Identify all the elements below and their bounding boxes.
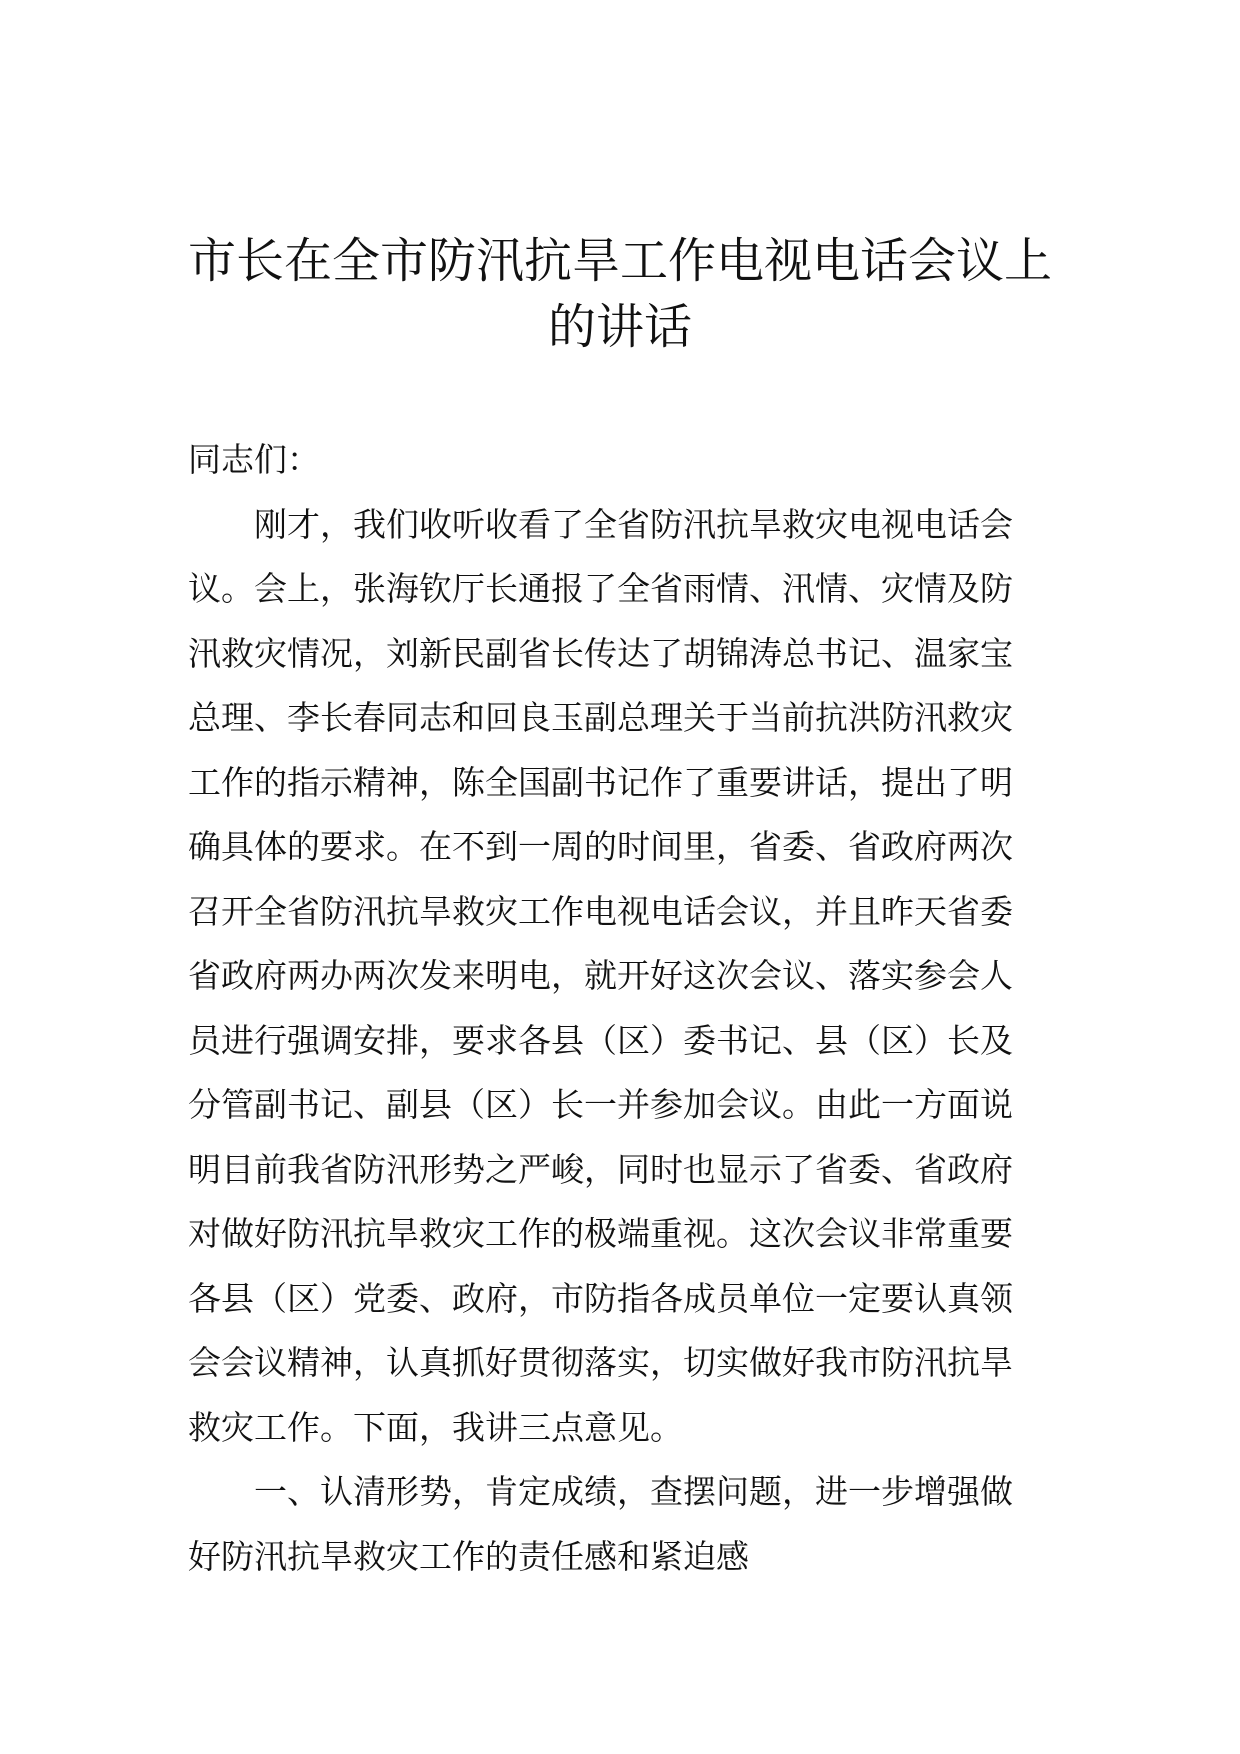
paragraph-line: 省政府两办两次发来明电，就开好这次会议、落实参会人 <box>188 956 1013 995</box>
paragraph-line: 议。会上，张海钦厅长通报了全省雨情、汛情、灾情及防 <box>188 569 1013 608</box>
title-line-1: 市长在全市防汛抗旱工作电视电话会议上 <box>187 233 1052 289</box>
title-line-2: 的讲话 <box>547 299 692 355</box>
paragraph-line: 汛救灾情况，刘新民副省长传达了胡锦涛总书记、温家宝 <box>188 633 1013 673</box>
paragraph-line: 各县（区）党委、政府，市防指各成员单位一定要认真领 <box>188 1278 1013 1318</box>
paragraph-line: 会会议精神，认真抓好贯彻落实，切实做好我市防汛抗旱 <box>188 1343 1013 1382</box>
paragraph-line: 救灾工作。下面，我讲三点意见。 <box>188 1407 683 1447</box>
document-body <box>188 428 1060 1589</box>
document-title <box>150 228 1090 360</box>
salutation: 同志们： <box>188 440 320 479</box>
paragraph-line: 工作的指示精神，陈全国副书记作了重要讲话，提出了明 <box>188 762 1013 802</box>
heading-line: 好防汛抗旱救灾工作的责任感和紧迫感 <box>188 1536 749 1576</box>
paragraph-line: 刚才，我们收听收看了全省防汛抗旱救灾电视电话会 <box>188 504 1013 544</box>
paragraph-line: 对做好防汛抗旱救灾工作的极端重视。这次会议非常重要 <box>188 1214 1013 1253</box>
paragraph-line: 总理、李长春同志和回良玉副总理关于当前抗洪防汛救灾 <box>188 698 1013 737</box>
paragraph-line: 分管副书记、副县（区）长一并参加会议。由此一方面说 <box>188 1085 1013 1124</box>
paragraph-line: 召开全省防汛抗旱救灾工作电视电话会议，并且昨天省委 <box>188 891 1013 931</box>
paragraph-1 <box>188 493 1060 1461</box>
section-heading-1 <box>188 1460 1060 1589</box>
heading-line: 一、认清形势，肯定成绩，查摆问题，进一步增强做 <box>188 1472 1013 1511</box>
paragraph-line: 确具体的要求。在不到一周的时间里，省委、省政府两次 <box>188 827 1013 866</box>
paragraph-line: 员进行强调安排，要求各县（区）委书记、县（区）长及 <box>188 1020 1013 1060</box>
paragraph-line: 明目前我省防汛形势之严峻，同时也显示了省委、省政府 <box>188 1149 1013 1189</box>
